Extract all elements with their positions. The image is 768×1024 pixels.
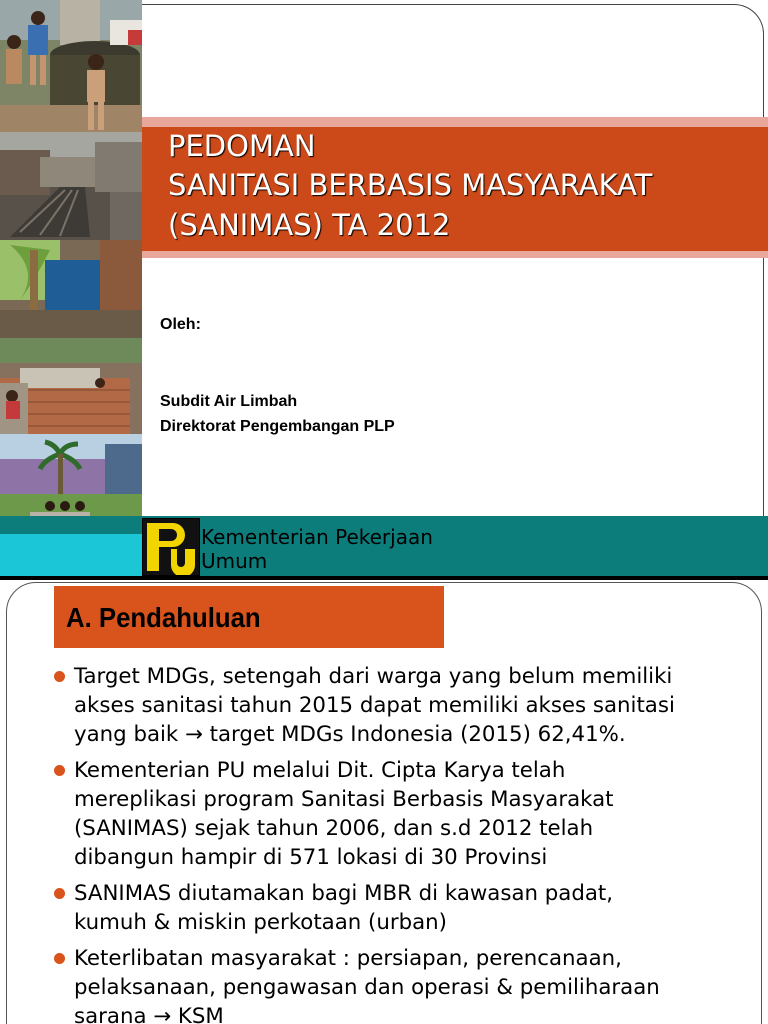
bullet-item (52, 756, 762, 872)
bullet-dot-icon (54, 671, 65, 682)
ministry-name-line-1: Kementerian Pekerjaan (201, 525, 433, 549)
bullet-list (52, 662, 762, 1024)
content-slide (0, 580, 768, 1024)
bullet-line: mereplikasi program Sanitasi Berbasis Masyarakat (74, 787, 614, 812)
footer-accent (0, 534, 142, 576)
photo-boardwalk (0, 132, 142, 240)
bullet-line: akses sanitasi tahun 2015 dapat memiliki akses sanitasi (74, 693, 675, 718)
bullet-line: Kementerian PU melalui Dit. Cipta Karya telah (74, 758, 566, 783)
bullet-line: pelaksanaan, pengawasan dan operasi & pemiliharaan (74, 975, 660, 1000)
photo-children-well (0, 0, 142, 132)
bullet-line: SANIMAS diutamakan bagi MBR di kawasan padat, (74, 881, 614, 906)
oleh-label: Oleh: (160, 316, 201, 333)
author-line-2: Direktorat Pengembangan PLP (160, 418, 395, 435)
bullet-item (52, 944, 762, 1024)
photo-tarp-hut (0, 240, 142, 338)
bullet-line: Target MDGs, setengah dari warga yang belum memiliki (74, 664, 673, 689)
title-band-accent-bottom (142, 251, 768, 258)
ministry-name-line-2: Umum (201, 549, 268, 573)
bullet-line: Keterlibatan masyarakat : persiapan, perencanaan, (74, 946, 622, 971)
bullet-line: sarana → KSM (74, 1004, 224, 1024)
bullet-dot-icon (54, 765, 65, 776)
title-line-3: (SANIMAS) TA 2012 (168, 208, 451, 242)
bullet-dot-icon (54, 953, 65, 964)
slide-border (142, 4, 764, 572)
bullet-line: (SANIMAS) sejak tahun 2006, dan s.d 2012 telah (74, 816, 594, 841)
section-title: A. Pendahuluan (66, 602, 261, 633)
bullet-line: dibangun hampir di 571 lokasi di 30 Provinsi (74, 845, 548, 870)
bullet-line: kumuh & miskin perkotaan (urban) (74, 910, 447, 935)
photo-collage (0, 0, 142, 534)
bullet-line: yang baik → target MDGs Indonesia (2015) 62,41%. (74, 722, 626, 747)
title-line-2: SANITASI BERBASIS MASYARAKAT (168, 168, 653, 202)
photo-construction (0, 338, 142, 434)
ministry-logo (142, 518, 200, 576)
title-line-1: PEDOMAN (168, 129, 316, 163)
bullet-dot-icon (54, 888, 65, 899)
bullet-item (52, 662, 762, 749)
bullet-item (52, 879, 762, 937)
title-band-accent-top (142, 117, 768, 127)
author-line-1: Subdit Air Limbah (160, 393, 298, 410)
ministry-name (201, 525, 433, 573)
